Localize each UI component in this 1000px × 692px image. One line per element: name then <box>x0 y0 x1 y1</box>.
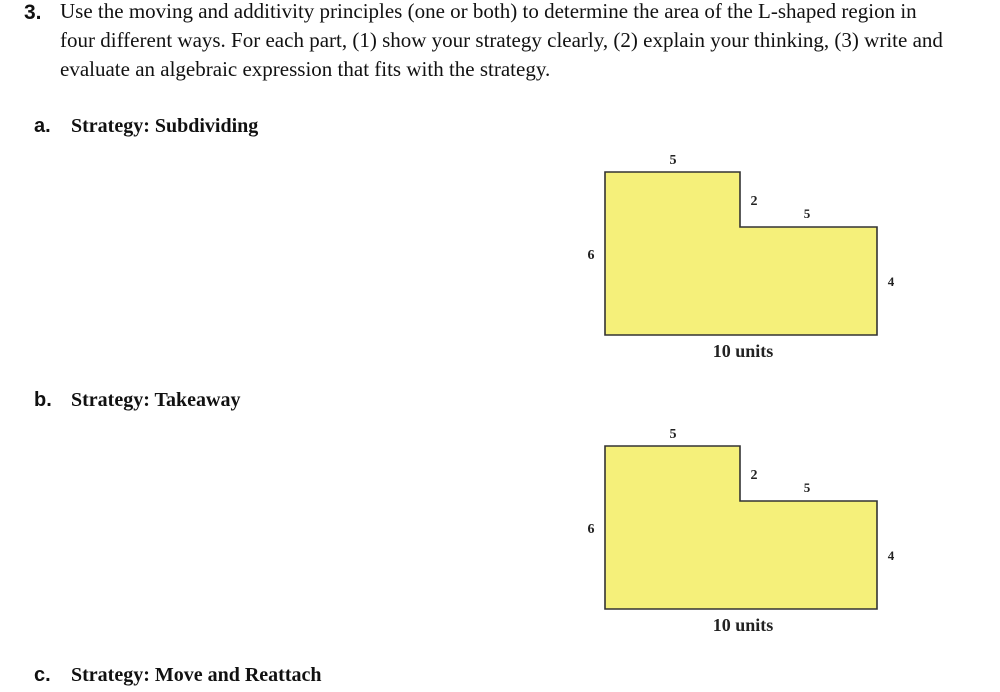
l-shape-figure-b <box>560 419 920 649</box>
dim-bottom-width: 10 units <box>712 615 774 635</box>
dim-left-height: 6 <box>587 522 595 537</box>
dim-step-height: 2 <box>750 468 758 483</box>
dim-bottom-width: 10 units <box>712 341 774 361</box>
part-c <box>34 664 322 687</box>
question-text-line-3: evaluate an algebraic expression that fits with the strategy. <box>60 57 551 81</box>
question-text-line-1: Use the moving and additivity principles (one or both) to determine the area of the L-shaped region in <box>60 0 917 23</box>
part-c-letter: c. <box>34 664 51 686</box>
part-b <box>34 389 240 412</box>
dim-step-width: 5 <box>803 480 811 495</box>
dim-top-width: 5 <box>669 427 677 442</box>
part-b-letter: b. <box>34 389 52 411</box>
part-c-label: Strategy: Move and Reattach <box>71 664 322 686</box>
l-shape-region <box>605 172 877 335</box>
part-a-label: Strategy: Subdividing <box>71 115 259 137</box>
part-b-label: Strategy: Takeaway <box>71 389 241 411</box>
dim-right-height: 4 <box>887 548 895 563</box>
l-shape-figure-a <box>560 145 920 375</box>
part-a-letter: a. <box>34 115 51 137</box>
dim-right-height: 4 <box>887 274 895 289</box>
question-number: 3. <box>24 1 42 24</box>
dim-step-height: 2 <box>750 194 758 209</box>
dim-left-height: 6 <box>587 248 595 263</box>
l-shape-region <box>605 446 877 609</box>
question-text-line-2: four different ways. For each part, (1) show your strategy clearly, (2) explain your thinking, (3) write and <box>60 28 943 52</box>
dim-step-width: 5 <box>803 206 811 221</box>
dim-top-width: 5 <box>669 153 677 168</box>
part-a <box>34 115 258 138</box>
